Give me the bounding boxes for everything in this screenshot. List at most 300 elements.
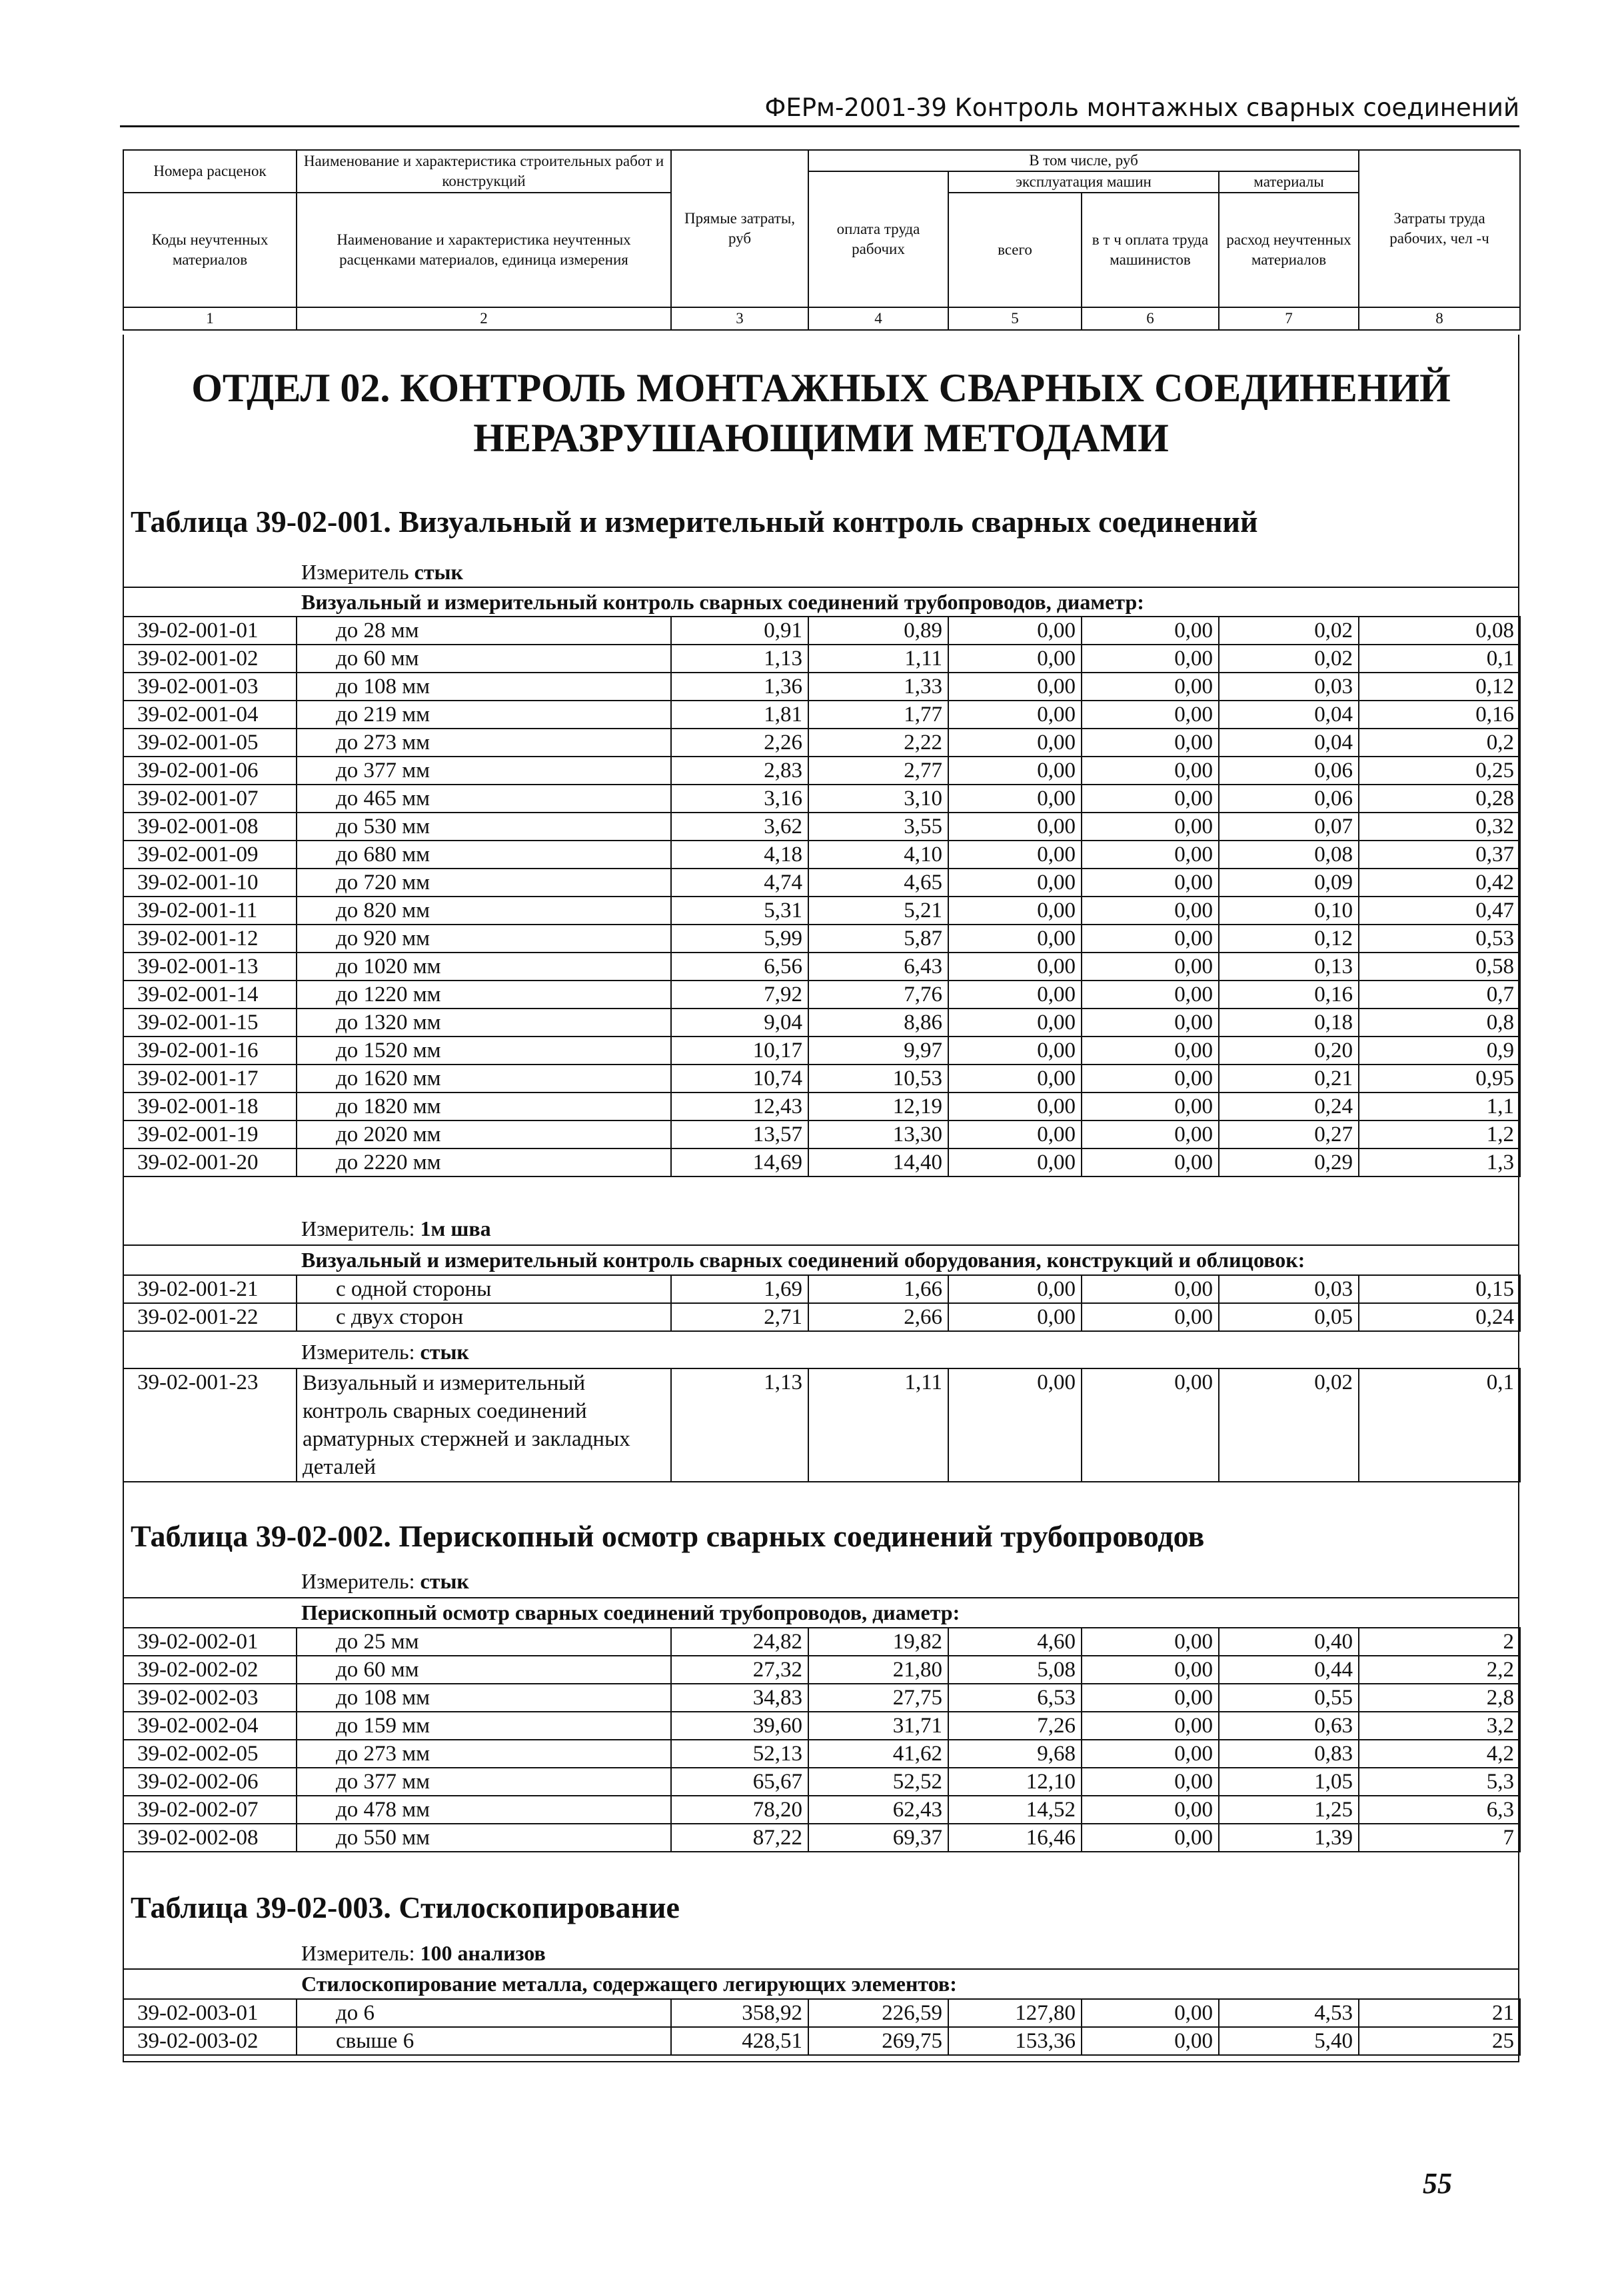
machines-total-cell: 0,00: [948, 1121, 1082, 1148]
operator-pay-cell: 0,00: [1082, 1768, 1219, 1796]
direct-cost-cell: 2,26: [671, 729, 808, 757]
machines-total-cell: 0,00: [948, 1148, 1082, 1176]
description-cell: до 478 мм: [297, 1796, 671, 1824]
operator-pay-cell: 0,00: [1082, 869, 1219, 897]
machines-total-cell: 0,00: [948, 645, 1082, 673]
table-row: [123, 1740, 1520, 1768]
table-row: [123, 1656, 1520, 1684]
materials-cell: 1,05: [1219, 1768, 1359, 1796]
operator-pay-cell: 0,00: [1082, 1684, 1219, 1712]
rate-code-cell: 39-02-002-07: [123, 1796, 297, 1824]
table-1-measure-3: Измеритель: стык: [301, 1340, 469, 1364]
worker-pay-cell: 31,71: [808, 1712, 948, 1740]
machines-total-cell: 12,10: [948, 1768, 1082, 1796]
description-cell: до 1820 мм: [297, 1093, 671, 1121]
machines-total-cell: 0,00: [948, 1065, 1082, 1093]
table-row: [123, 1148, 1520, 1176]
materials-cell: 0,07: [1219, 813, 1359, 841]
description-cell: до 1020 мм: [297, 953, 671, 981]
materials-cell: 0,13: [1219, 953, 1359, 981]
rate-code-cell: 39-02-001-08: [123, 813, 297, 841]
materials-cell: 0,24: [1219, 1093, 1359, 1121]
table-row: [123, 729, 1520, 757]
operator-pay-cell: 0,00: [1082, 1796, 1219, 1824]
rate-code-cell: 39-02-001-12: [123, 925, 297, 953]
worker-pay-cell: 13,30: [808, 1121, 948, 1148]
materials-cell: 0,12: [1219, 925, 1359, 953]
labor-hours-cell: 0,8: [1359, 1009, 1520, 1037]
worker-pay-cell: 1,77: [808, 701, 948, 729]
machines-total-cell: 0,00: [948, 841, 1082, 869]
operator-pay-cell: 0,00: [1082, 1093, 1219, 1121]
worker-pay-cell: 269,75: [808, 2027, 948, 2055]
direct-cost-cell: 10,74: [671, 1065, 808, 1093]
labor-hours-cell: 0,28: [1359, 785, 1520, 813]
table-2-measure: Измеритель: стык: [301, 1569, 469, 1593]
rate-code-cell: 39-02-001-19: [123, 1121, 297, 1148]
materials-cell: 1,39: [1219, 1824, 1359, 1852]
operator-pay-cell: 0,00: [1082, 729, 1219, 757]
col-number: 6: [1082, 307, 1219, 330]
machines-total-cell: 0,00: [948, 785, 1082, 813]
labor-hours-cell: 1,3: [1359, 1148, 1520, 1176]
labor-hours-cell: 0,15: [1359, 1275, 1520, 1303]
worker-pay-cell: 62,43: [808, 1796, 948, 1824]
operator-pay-cell: 0,00: [1082, 1037, 1219, 1065]
operator-pay-cell: 0,00: [1082, 1303, 1219, 1331]
direct-cost-cell: 1,13: [671, 1368, 808, 1482]
column-header-table: [123, 149, 1521, 331]
rate-code-cell: 39-02-001-14: [123, 981, 297, 1009]
labor-hours-cell: 0,42: [1359, 869, 1520, 897]
labor-hours-cell: 3,2: [1359, 1712, 1520, 1740]
table-row: [123, 841, 1520, 869]
direct-cost-cell: 4,18: [671, 841, 808, 869]
machines-total-cell: 0,00: [948, 1303, 1082, 1331]
materials-cell: 0,83: [1219, 1740, 1359, 1768]
rate-code-cell: 39-02-001-21: [123, 1275, 297, 1303]
rate-code-cell: 39-02-001-11: [123, 897, 297, 925]
table-2-heading: [131, 1518, 1204, 1554]
col-header-direct-costs: Прямые затраты, руб: [671, 150, 808, 307]
rate-code-cell: 39-02-001-02: [123, 645, 297, 673]
operator-pay-cell: 0,00: [1082, 813, 1219, 841]
worker-pay-cell: 5,21: [808, 897, 948, 925]
table-row: [123, 2027, 1520, 2055]
labor-hours-cell: 0,1: [1359, 645, 1520, 673]
col-header-operator-pay: в т ч оплата труда машинистов: [1082, 193, 1219, 307]
table-row: [123, 869, 1520, 897]
col-header-rate-numbers: Номера расценок: [123, 150, 297, 193]
worker-pay-cell: 6,43: [808, 953, 948, 981]
table-row: [123, 1712, 1520, 1740]
divider: [123, 1968, 1519, 1970]
machines-total-cell: 153,36: [948, 2027, 1082, 2055]
machines-total-cell: 0,00: [948, 981, 1082, 1009]
rate-code-cell: 39-02-002-06: [123, 1768, 297, 1796]
description-cell: с двух сторон: [297, 1303, 671, 1331]
rate-code-cell: 39-02-002-05: [123, 1740, 297, 1768]
machines-total-cell: 14,52: [948, 1796, 1082, 1824]
direct-cost-cell: 3,16: [671, 785, 808, 813]
labor-hours-cell: 0,25: [1359, 757, 1520, 785]
rate-code-cell: 39-02-001-15: [123, 1009, 297, 1037]
description-cell: до 273 мм: [297, 1740, 671, 1768]
table-3-subhead: Стилоскопирование металла, содержащего легирующих элементов:: [301, 1972, 957, 1996]
description-cell: до 219 мм: [297, 701, 671, 729]
materials-cell: 0,18: [1219, 1009, 1359, 1037]
labor-hours-cell: 0,24: [1359, 1303, 1520, 1331]
rate-code-cell: 39-02-001-22: [123, 1303, 297, 1331]
rate-code-cell: 39-02-002-03: [123, 1684, 297, 1712]
rate-code-cell: 39-02-001-06: [123, 757, 297, 785]
rate-code-cell: 39-02-002-04: [123, 1712, 297, 1740]
page-number: 55: [1423, 2167, 1452, 2200]
machines-total-cell: 127,80: [948, 1999, 1082, 2027]
labor-hours-cell: 0,16: [1359, 701, 1520, 729]
table-1-measure-1: Измеритель стык: [301, 560, 463, 584]
materials-cell: 0,27: [1219, 1121, 1359, 1148]
col-header-including: В том числе, руб: [808, 150, 1359, 171]
description-cell: свыше 6: [297, 2027, 671, 2055]
operator-pay-cell: 0,00: [1082, 1740, 1219, 1768]
worker-pay-cell: 4,65: [808, 869, 948, 897]
materials-cell: 0,63: [1219, 1712, 1359, 1740]
table-3-heading: [131, 1890, 680, 1925]
table-row: [123, 1303, 1520, 1331]
machines-total-cell: 0,00: [948, 1009, 1082, 1037]
direct-cost-cell: 1,69: [671, 1275, 808, 1303]
col-header-worker-pay: оплата труда рабочих: [808, 171, 948, 307]
labor-hours-cell: 2,2: [1359, 1656, 1520, 1684]
col-header-material-consumption: расход неучтенных материалов: [1219, 193, 1359, 307]
col-header-material-names: Наименование и характеристика неучтенных расценками материалов, единица измерения: [297, 193, 671, 307]
materials-cell: 0,44: [1219, 1656, 1359, 1684]
description-cell: до 28 мм: [297, 617, 671, 645]
description-cell: до 60 мм: [297, 645, 671, 673]
table-row: [123, 1999, 1520, 2027]
description-cell: до 108 мм: [297, 673, 671, 701]
operator-pay-cell: 0,00: [1082, 673, 1219, 701]
table-row: [123, 701, 1520, 729]
worker-pay-cell: 12,19: [808, 1093, 948, 1121]
materials-cell: 0,02: [1219, 1368, 1359, 1482]
worker-pay-cell: 5,87: [808, 925, 948, 953]
table-row: [123, 673, 1520, 701]
section-title: ОТДЕЛ 02. КОНТРОЛЬ МОНТАЖНЫХ СВАРНЫХ СОЕДИНЕНИЙ НЕРАЗРУШАЮЩИМИ МЕТОДАМИ: [191, 366, 1451, 460]
rate-code-cell: 39-02-002-08: [123, 1824, 297, 1852]
col-header-labor-hours: Затраты труда рабочих, чел -ч: [1359, 150, 1520, 307]
machines-total-cell: 16,46: [948, 1824, 1082, 1852]
rate-code-cell: 39-02-001-13: [123, 953, 297, 981]
table-1-subhead-1: Визуальный и измерительный контроль сварных соединений трубопроводов, диаметр:: [301, 590, 1144, 614]
col-header-material-codes: Коды неучтенных материалов: [123, 193, 297, 307]
labor-hours-cell: 0,1: [1359, 1368, 1520, 1482]
description-cell: до 108 мм: [297, 1684, 671, 1712]
direct-cost-cell: 87,22: [671, 1824, 808, 1852]
worker-pay-cell: 2,22: [808, 729, 948, 757]
worker-pay-cell: 9,97: [808, 1037, 948, 1065]
machines-total-cell: 0,00: [948, 953, 1082, 981]
rate-code-cell: 39-02-001-01: [123, 617, 297, 645]
table-1-rows-1: [123, 616, 1521, 1177]
direct-cost-cell: 1,81: [671, 701, 808, 729]
rate-code-cell: 39-02-003-02: [123, 2027, 297, 2055]
description-cell: до 2220 мм: [297, 1148, 671, 1176]
description-cell: до 60 мм: [297, 1656, 671, 1684]
table-row: [123, 1275, 1520, 1303]
operator-pay-cell: 0,00: [1082, 897, 1219, 925]
materials-cell: 0,40: [1219, 1628, 1359, 1656]
direct-cost-cell: 6,56: [671, 953, 808, 981]
direct-cost-cell: 358,92: [671, 1999, 808, 2027]
materials-cell: 0,20: [1219, 1037, 1359, 1065]
table-3-rows: [123, 1998, 1521, 2056]
table-row: [123, 1009, 1520, 1037]
materials-cell: 0,04: [1219, 701, 1359, 729]
description-cell: до 377 мм: [297, 1768, 671, 1796]
direct-cost-cell: 2,83: [671, 757, 808, 785]
col-number: 3: [671, 307, 808, 330]
table-row: [123, 925, 1520, 953]
direct-cost-cell: 2,71: [671, 1303, 808, 1331]
description-cell: до 273 мм: [297, 729, 671, 757]
description-cell: до 820 мм: [297, 897, 671, 925]
worker-pay-cell: 3,10: [808, 785, 948, 813]
description-cell: до 465 мм: [297, 785, 671, 813]
description-cell: до 2020 мм: [297, 1121, 671, 1148]
table-row: [123, 617, 1520, 645]
materials-cell: 0,10: [1219, 897, 1359, 925]
direct-cost-cell: 1,13: [671, 645, 808, 673]
direct-cost-cell: 14,69: [671, 1148, 808, 1176]
description-cell: до 680 мм: [297, 841, 671, 869]
col-header-machines: эксплуатация машин: [948, 171, 1219, 193]
worker-pay-cell: 7,76: [808, 981, 948, 1009]
direct-cost-cell: 1,36: [671, 673, 808, 701]
table-row: [123, 1628, 1520, 1656]
direct-cost-cell: 12,43: [671, 1093, 808, 1121]
rate-code-cell: 39-02-001-20: [123, 1148, 297, 1176]
labor-hours-cell: 0,37: [1359, 841, 1520, 869]
worker-pay-cell: 1,11: [808, 645, 948, 673]
direct-cost-cell: 0,91: [671, 617, 808, 645]
operator-pay-cell: 0,00: [1082, 1009, 1219, 1037]
description-cell: до 377 мм: [297, 757, 671, 785]
table-row: [123, 1037, 1520, 1065]
table-1-rows-2: [123, 1274, 1521, 1332]
operator-pay-cell: 0,00: [1082, 1712, 1219, 1740]
direct-cost-cell: 39,60: [671, 1712, 808, 1740]
direct-cost-cell: 4,74: [671, 869, 808, 897]
worker-pay-cell: 21,80: [808, 1656, 948, 1684]
rate-code-cell: 39-02-001-07: [123, 785, 297, 813]
table-2-subhead: Перископный осмотр сварных соединений трубопроводов, диаметр:: [301, 1600, 960, 1624]
direct-cost-cell: 78,20: [671, 1796, 808, 1824]
table-row: [123, 953, 1520, 981]
operator-pay-cell: 0,00: [1082, 617, 1219, 645]
labor-hours-cell: 0,7: [1359, 981, 1520, 1009]
rate-code-cell: 39-02-003-01: [123, 1999, 297, 2027]
worker-pay-cell: 4,10: [808, 841, 948, 869]
labor-hours-cell: 1,2: [1359, 1121, 1520, 1148]
machines-total-cell: 0,00: [948, 729, 1082, 757]
table-row: [123, 1368, 1520, 1482]
worker-pay-cell: 1,66: [808, 1275, 948, 1303]
machines-total-cell: 0,00: [948, 673, 1082, 701]
machines-total-cell: 0,00: [948, 701, 1082, 729]
table-2-number: Таблица 39-02-002.: [131, 1519, 391, 1553]
table-row: [123, 1065, 1520, 1093]
labor-hours-cell: 4,2: [1359, 1740, 1520, 1768]
divider: [123, 1244, 1519, 1246]
table-row: [123, 1824, 1520, 1852]
divider: [123, 1597, 1519, 1598]
materials-cell: 0,08: [1219, 841, 1359, 869]
labor-hours-cell: 0,58: [1359, 953, 1520, 981]
materials-cell: 0,05: [1219, 1303, 1359, 1331]
worker-pay-cell: 10,53: [808, 1065, 948, 1093]
col-header-materials: материалы: [1219, 171, 1359, 193]
description-cell: до 6: [297, 1999, 671, 2027]
description-cell: до 1520 мм: [297, 1037, 671, 1065]
description-cell: до 530 мм: [297, 813, 671, 841]
machines-total-cell: 4,60: [948, 1628, 1082, 1656]
worker-pay-cell: 2,77: [808, 757, 948, 785]
labor-hours-cell: 0,47: [1359, 897, 1520, 925]
machines-total-cell: 0,00: [948, 757, 1082, 785]
worker-pay-cell: 52,52: [808, 1768, 948, 1796]
table-3-number: Таблица 39-02-003.: [131, 1890, 391, 1924]
operator-pay-cell: 0,00: [1082, 841, 1219, 869]
description-cell: до 720 мм: [297, 869, 671, 897]
operator-pay-cell: 0,00: [1082, 1628, 1219, 1656]
header-rule: [120, 125, 1519, 127]
worker-pay-cell: 2,66: [808, 1303, 948, 1331]
table-1-subhead-2: Визуальный и измерительный контроль сварных соединений оборудования, конструкций и облицовок:: [301, 1248, 1305, 1272]
labor-hours-cell: 2: [1359, 1628, 1520, 1656]
machines-total-cell: 0,00: [948, 869, 1082, 897]
col-number: 4: [808, 307, 948, 330]
direct-cost-cell: 52,13: [671, 1740, 808, 1768]
table-1-row-3: [123, 1368, 1521, 1482]
description-cell: с одной стороны: [297, 1275, 671, 1303]
rate-code-cell: 39-02-001-18: [123, 1093, 297, 1121]
materials-cell: 4,53: [1219, 1999, 1359, 2027]
operator-pay-cell: 0,00: [1082, 1065, 1219, 1093]
operator-pay-cell: 0,00: [1082, 757, 1219, 785]
rate-code-cell: 39-02-001-10: [123, 869, 297, 897]
labor-hours-cell: 0,53: [1359, 925, 1520, 953]
direct-cost-cell: 24,82: [671, 1628, 808, 1656]
worker-pay-cell: 19,82: [808, 1628, 948, 1656]
labor-hours-cell: 0,2: [1359, 729, 1520, 757]
operator-pay-cell: 0,00: [1082, 645, 1219, 673]
operator-pay-cell: 0,00: [1082, 701, 1219, 729]
operator-pay-cell: 0,00: [1082, 1121, 1219, 1148]
materials-cell: 1,25: [1219, 1796, 1359, 1824]
operator-pay-cell: 0,00: [1082, 1148, 1219, 1176]
worker-pay-cell: 27,75: [808, 1684, 948, 1712]
rate-code-cell: 39-02-001-23: [123, 1368, 297, 1482]
table-row: [123, 757, 1520, 785]
table-1-name: Визуальный и измерительный контроль сварных соединений: [399, 505, 1258, 539]
description-cell: до 920 мм: [297, 925, 671, 953]
direct-cost-cell: 7,92: [671, 981, 808, 1009]
materials-cell: 0,09: [1219, 869, 1359, 897]
direct-cost-cell: 27,32: [671, 1656, 808, 1684]
col-header-machines-total: всего: [948, 193, 1082, 307]
rate-code-cell: 39-02-001-16: [123, 1037, 297, 1065]
table-1-number: Таблица 39-02-001.: [131, 505, 391, 539]
rate-code-cell: 39-02-001-04: [123, 701, 297, 729]
table-row: [123, 785, 1520, 813]
table-2-name: Перископный осмотр сварных соединений трубопроводов: [399, 1519, 1205, 1553]
machines-total-cell: 0,00: [948, 897, 1082, 925]
rate-code-cell: 39-02-001-03: [123, 673, 297, 701]
materials-cell: 0,06: [1219, 785, 1359, 813]
labor-hours-cell: 2,8: [1359, 1684, 1520, 1712]
table-1-measure-2: Измеритель: 1м шва: [301, 1216, 491, 1240]
description-cell: до 1320 мм: [297, 1009, 671, 1037]
table-row: [123, 1121, 1520, 1148]
description-cell: до 1620 мм: [297, 1065, 671, 1093]
table-row: [123, 1768, 1520, 1796]
operator-pay-cell: 0,00: [1082, 785, 1219, 813]
rate-code-cell: 39-02-001-09: [123, 841, 297, 869]
materials-cell: 5,40: [1219, 2027, 1359, 2055]
operator-pay-cell: 0,00: [1082, 953, 1219, 981]
table-row: [123, 981, 1520, 1009]
description-cell: до 550 мм: [297, 1824, 671, 1852]
machines-total-cell: 0,00: [948, 1275, 1082, 1303]
direct-cost-cell: 428,51: [671, 2027, 808, 2055]
machines-total-cell: 0,00: [948, 925, 1082, 953]
labor-hours-cell: 21: [1359, 1999, 1520, 2027]
direct-cost-cell: 34,83: [671, 1684, 808, 1712]
machines-total-cell: 0,00: [948, 617, 1082, 645]
description-cell: до 1220 мм: [297, 981, 671, 1009]
col-header-work-name: Наименование и характеристика строительных работ и конструкций: [297, 150, 671, 193]
table-1-heading: [131, 504, 1258, 539]
table-row: [123, 1684, 1520, 1712]
table-row: [123, 645, 1520, 673]
machines-total-cell: 0,00: [948, 1368, 1082, 1482]
operator-pay-cell: 0,00: [1082, 925, 1219, 953]
materials-cell: 0,02: [1219, 617, 1359, 645]
machines-total-cell: 6,53: [948, 1684, 1082, 1712]
direct-cost-cell: 3,62: [671, 813, 808, 841]
materials-cell: 0,02: [1219, 645, 1359, 673]
materials-cell: 0,03: [1219, 1275, 1359, 1303]
col-number: 2: [297, 307, 671, 330]
worker-pay-cell: 226,59: [808, 1999, 948, 2027]
rate-code-cell: 39-02-001-05: [123, 729, 297, 757]
materials-cell: 0,16: [1219, 981, 1359, 1009]
machines-total-cell: 7,26: [948, 1712, 1082, 1740]
materials-cell: 0,29: [1219, 1148, 1359, 1176]
col-number: 5: [948, 307, 1082, 330]
operator-pay-cell: 0,00: [1082, 1824, 1219, 1852]
materials-cell: 0,04: [1219, 729, 1359, 757]
operator-pay-cell: 0,00: [1082, 1368, 1219, 1482]
machines-total-cell: 5,08: [948, 1656, 1082, 1684]
labor-hours-cell: 0,08: [1359, 617, 1520, 645]
table-2-rows: [123, 1627, 1521, 1852]
table-3-name: Стилоскопирование: [399, 1890, 680, 1924]
direct-cost-cell: 9,04: [671, 1009, 808, 1037]
labor-hours-cell: 0,9: [1359, 1037, 1520, 1065]
